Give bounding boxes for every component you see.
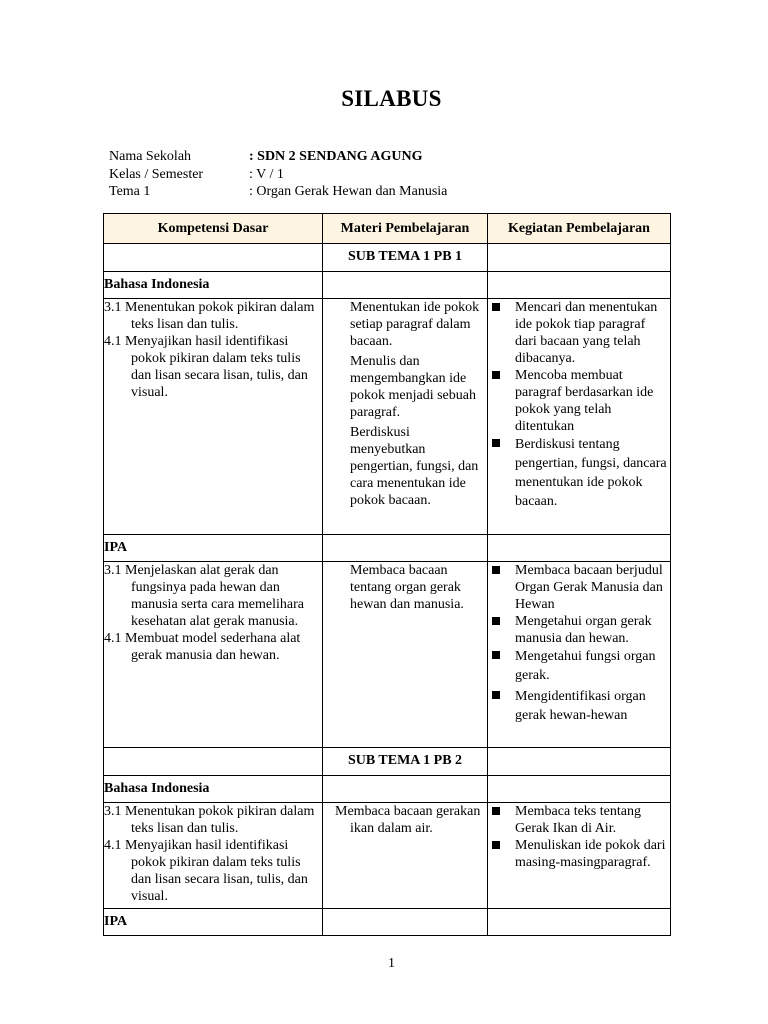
subtema-row: [104, 244, 671, 272]
section-row: [104, 272, 671, 299]
page-title: SILABUS: [341, 86, 442, 111]
kd-item: 3.1 Menjelaskan alat gerak dan fungsinya pada hewan dan manusia serta cara memelihara kesehatan alat gerak manusia.: [104, 563, 304, 629]
square-bullet-icon: [492, 691, 500, 699]
square-bullet-icon: [492, 371, 500, 379]
section-label: IPA: [104, 909, 323, 936]
meta-value: : V / 1: [249, 166, 284, 182]
meta-value: : Organ Gerak Hewan dan Manusia: [249, 184, 448, 199]
header-materi: Materi Pembelajaran: [323, 214, 488, 244]
table-row: [104, 299, 671, 535]
kd-cell: [104, 562, 323, 748]
materi-cell: [323, 803, 488, 909]
section-label: IPA: [104, 535, 323, 562]
subtema-label: SUB TEMA 1 PB 1: [323, 244, 488, 272]
kegiatan-item: Mencoba membuat paragraf berdasarkan ide pokok yang telah ditentukan: [488, 367, 670, 435]
table-header-row: [104, 214, 671, 244]
square-bullet-icon: [492, 617, 500, 625]
section-row: [104, 535, 671, 562]
section-row: [104, 776, 671, 803]
kegiatan-cell: [488, 299, 671, 535]
square-bullet-icon: [492, 651, 500, 659]
kegiatan-item: Membaca bacaan berjudul Organ Gerak Manusia dan Hewan: [488, 562, 670, 613]
subtema-label: SUB TEMA 1 PB 2: [323, 748, 488, 776]
kegiatan-item: Mengetahui organ gerak manusia dan hewan.: [488, 613, 670, 647]
materi-item: Membaca bacaan tentang organ gerak hewan dan manusia.: [350, 563, 464, 612]
section-label: Bahasa Indonesia: [104, 776, 323, 803]
kegiatan-item: Berdiskusi tentang pengertian, fungsi, dancara menentukan ide pokok bacaan.: [488, 435, 670, 511]
section-label: Bahasa Indonesia: [104, 272, 323, 299]
header-kegiatan: Kegiatan Pembelajaran: [488, 214, 671, 244]
kegiatan-item: Mengetahui fungsi organ gerak.: [488, 647, 670, 685]
meta-value: : SDN 2 SENDANG AGUNG: [249, 149, 423, 164]
materi-cell: [323, 562, 488, 748]
kd-item: 4.1 Menyajikan hasil identifikasi pokok pikiran dalam teks tulis dan lisan secara lisan, tulis, dan visual.: [104, 838, 308, 904]
square-bullet-icon: [492, 303, 500, 311]
square-bullet-icon: [492, 841, 500, 849]
kd-cell: [104, 803, 323, 909]
materi-cell: [323, 299, 488, 535]
meta-label: Tema 1: [109, 184, 151, 199]
kegiatan-cell: [488, 562, 671, 748]
kegiatan-item: Menuliskan ide pokok dari masing-masingparagraf.: [488, 837, 670, 871]
section-row: [104, 909, 671, 936]
meta-label: Nama Sekolah: [109, 149, 192, 164]
square-bullet-icon: [492, 439, 500, 447]
header-kompetensi: Kompetensi Dasar: [104, 214, 323, 244]
page-number: 1: [388, 956, 395, 971]
square-bullet-icon: [492, 807, 500, 815]
kegiatan-item: Mengidentifikasi organ gerak hewan-hewan: [488, 687, 670, 725]
table-row: [104, 803, 671, 909]
table-row: [104, 562, 671, 748]
materi-item: Berdiskusi menyebutkan pengertian, fungsi, dan cara menentukan ide pokok bacaan.: [350, 425, 479, 508]
kegiatan-item: Mencari dan menentukan ide pokok tiap paragraf dari bacaan yang telah dibacanya.: [488, 299, 670, 367]
materi-item: Menentukan ide pokok setiap paragraf dalam bacaan.: [350, 300, 480, 349]
meta-label: Kelas / Semester: [109, 166, 204, 182]
subtema-row: [104, 748, 671, 776]
kegiatan-cell: [488, 803, 671, 909]
materi-item: Membaca bacaan gerakan ikan dalam air.: [335, 804, 481, 836]
kd-cell: [104, 299, 323, 535]
materi-item: Menulis dan mengembangkan ide pokok menjadi sebuah paragraf.: [350, 354, 476, 420]
square-bullet-icon: [492, 566, 500, 574]
kd-item: 4.1 Menyajikan hasil identifikasi pokok pikiran dalam teks tulis dan lisan secara lisan, tulis, dan visual.: [104, 334, 308, 400]
kd-item: 4.1 Membuat model sederhana alat gerak manusia dan hewan.: [104, 631, 301, 663]
kd-item: 3.1 Menentukan pokok pikiran dalam teks lisan dan tulis.: [104, 300, 315, 332]
syllabus-table: [103, 213, 671, 936]
kd-item: 3.1 Menentukan pokok pikiran dalam teks lisan dan tulis.: [104, 804, 315, 836]
kegiatan-item: Membaca teks tentang Gerak Ikan di Air.: [488, 803, 670, 837]
